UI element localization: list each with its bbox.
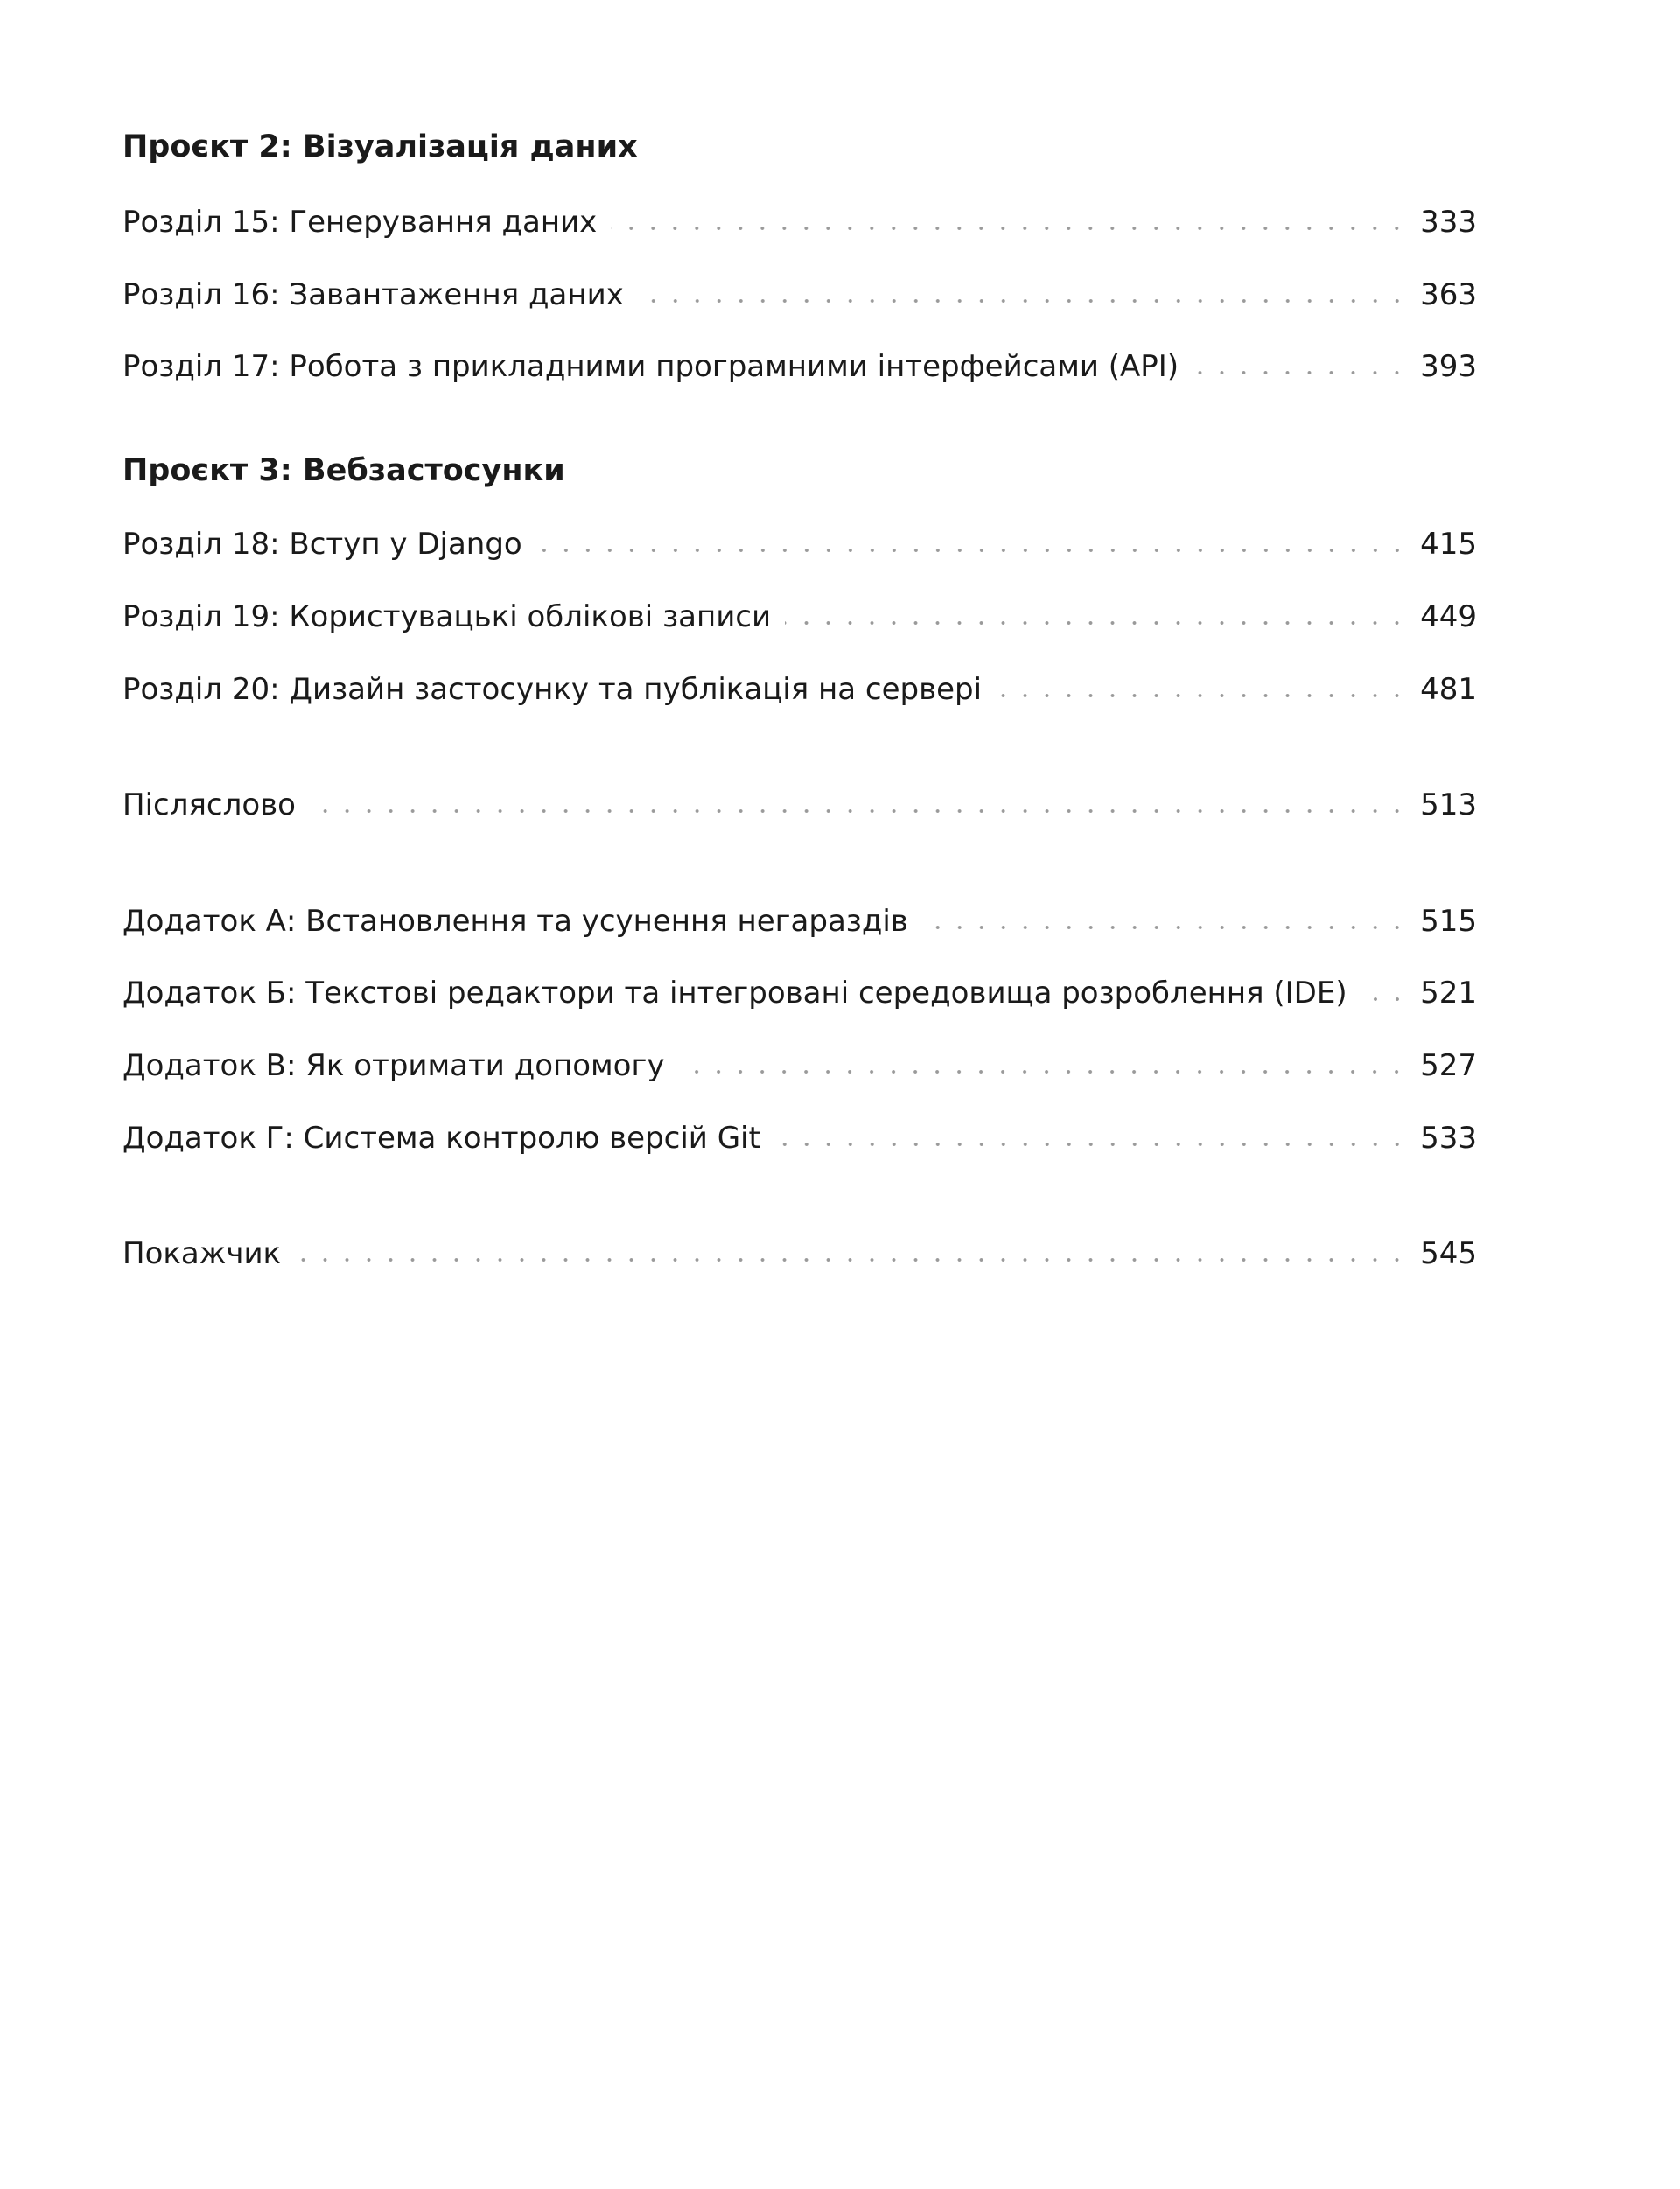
toc-entry-title: Післяслово bbox=[122, 787, 296, 822]
dot-leader bbox=[638, 299, 1408, 303]
toc-entry-title: Додаток А: Встановлення та усунення негараздів bbox=[122, 904, 908, 939]
toc-entry-title: Розділ 15: Генерування даних bbox=[122, 205, 598, 240]
toc-entry-index[interactable] bbox=[122, 1234, 1477, 1273]
toc-entry-title: Додаток Б: Текстові редактори та інтегровані середовища розроблення (IDE) bbox=[122, 976, 1348, 1011]
toc-entry-title: Розділ 20: Дизайн застосунку та публікація на сервері bbox=[122, 672, 983, 707]
toc-entry-title: Покажчик bbox=[122, 1236, 282, 1271]
part-heading: Проєкт 2: Візуалізація даних bbox=[122, 129, 638, 164]
toc-entry[interactable] bbox=[122, 347, 1477, 386]
toc-entry[interactable] bbox=[122, 203, 1477, 241]
toc-entry-page: 513 bbox=[1420, 787, 1477, 822]
toc-entry-page: 393 bbox=[1420, 349, 1477, 384]
toc-entry-page: 415 bbox=[1420, 527, 1477, 562]
dot-leader bbox=[310, 809, 1408, 813]
toc-entry-page: 481 bbox=[1420, 672, 1477, 707]
toc-entry[interactable] bbox=[122, 598, 1477, 636]
toc-entry-page: 527 bbox=[1420, 1048, 1477, 1083]
toc-entry-page: 545 bbox=[1420, 1236, 1477, 1271]
toc-entry-page: 521 bbox=[1420, 976, 1477, 1011]
toc-entry-title: Розділ 17: Робота з прикладними програмними інтерфейсами (API) bbox=[122, 349, 1180, 384]
toc-entry-title: Додаток В: Як отримати допомогу bbox=[122, 1048, 665, 1083]
toc-entry-page: 333 bbox=[1420, 205, 1477, 240]
dot-leader bbox=[536, 549, 1408, 552]
toc-entry-afterword[interactable] bbox=[122, 786, 1477, 824]
toc-entry-appendix[interactable] bbox=[122, 1119, 1477, 1157]
dot-leader bbox=[1193, 371, 1408, 374]
toc-entry-page: 449 bbox=[1420, 599, 1477, 634]
toc-entry-appendix[interactable] bbox=[122, 902, 1477, 941]
dot-leader bbox=[295, 1258, 1408, 1262]
toc-entry-page: 533 bbox=[1420, 1121, 1477, 1156]
part-heading: Проєкт 3: Вебзастосунки bbox=[122, 453, 565, 488]
toc-entry[interactable] bbox=[122, 670, 1477, 709]
toc-entry[interactable] bbox=[122, 276, 1477, 314]
toc-entry-appendix[interactable] bbox=[122, 1046, 1477, 1085]
toc-entry-page: 363 bbox=[1420, 277, 1477, 312]
toc-entry-title: Розділ 16: Завантаження даних bbox=[122, 277, 624, 312]
toc-entry[interactable] bbox=[122, 525, 1477, 563]
toc-entry-title: Розділ 19: Користувацькі облікові записи bbox=[122, 599, 772, 634]
dot-leader bbox=[1362, 997, 1408, 1001]
dot-leader bbox=[996, 694, 1408, 697]
dot-leader bbox=[785, 621, 1408, 625]
dot-leader bbox=[922, 926, 1408, 929]
dot-leader bbox=[611, 227, 1408, 230]
toc-entry-page: 515 bbox=[1420, 904, 1477, 939]
dot-leader bbox=[678, 1070, 1408, 1074]
toc-entry-appendix[interactable] bbox=[122, 974, 1477, 1012]
toc-entry-title: Розділ 18: Вступ у Django bbox=[122, 527, 522, 562]
toc-entry-title: Додаток Г: Система контролю версій Git bbox=[122, 1121, 760, 1156]
dot-leader bbox=[774, 1143, 1408, 1146]
